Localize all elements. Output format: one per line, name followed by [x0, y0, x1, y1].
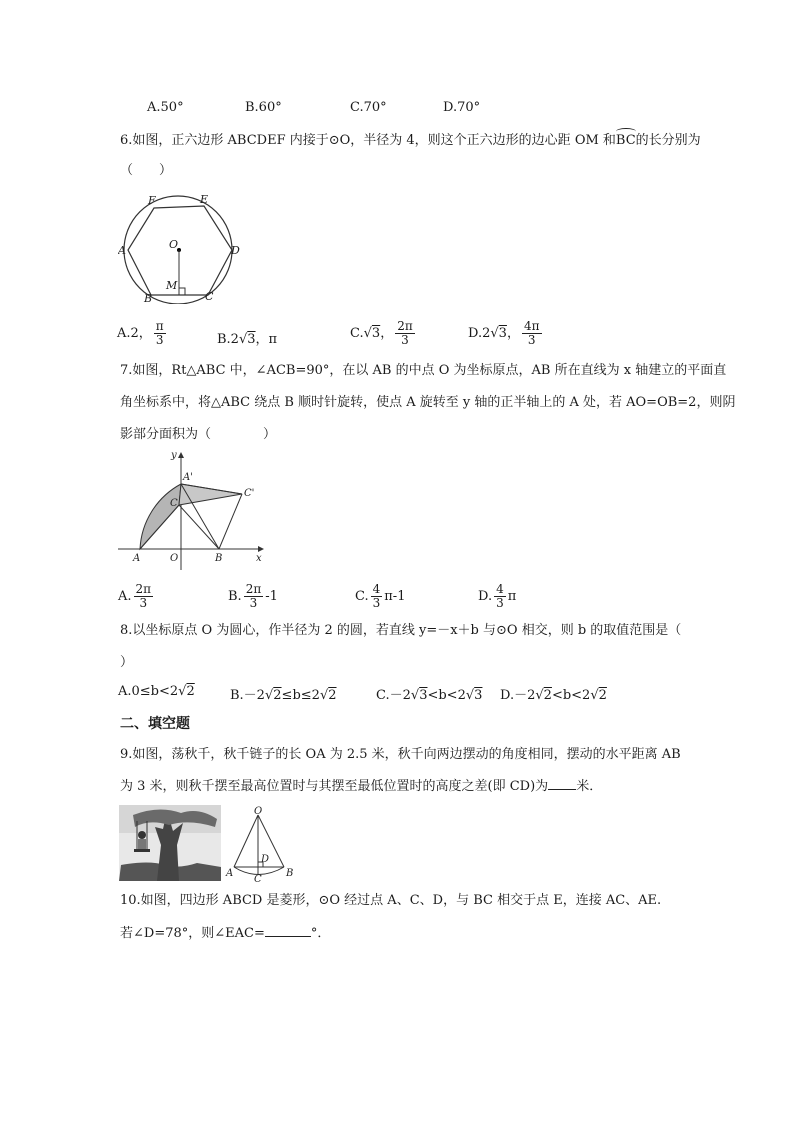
q6-option-c: C.√3， $\frac{2\pi}{3}$: [350, 319, 413, 347]
q5-option-c: C.70°: [350, 100, 387, 115]
label-m: M: [166, 279, 178, 292]
label-o: O: [169, 238, 179, 251]
label-c: C: [254, 874, 262, 882]
q5-option-b: B.60°: [245, 100, 282, 115]
label-c: C: [205, 290, 214, 303]
label-y: y: [171, 450, 177, 461]
q8-option-b: B.－2√2≤b≤2√2: [230, 688, 337, 703]
label-a: A: [118, 244, 126, 257]
q6-option-a: A.2， $\frac{\pi}{3}$: [117, 319, 164, 347]
q7-line-1: 7.如图，Rt△ABC 中，∠ACB=90°，在以 AB 的中点 O 为坐标原点，AB 所在直线为 x 轴建立的平面直: [120, 363, 727, 378]
q8-line-2: ）: [120, 655, 134, 670]
q6-hexagon-figure: [118, 192, 242, 304]
label-o: O: [170, 553, 179, 564]
q10-answer-blank[interactable]: [265, 936, 311, 937]
q6-option-b: B.2√3，π: [217, 332, 278, 347]
q10-line-2: 若∠D=78°，则∠EAC= °．: [120, 926, 331, 941]
q7-line-2: 角坐标系中，将△ABC 绕点 B 顺时针旋转，使点 A 旋转至 y 轴的正半轴上的 A 处，若 AO=OB=2，则阴: [120, 395, 736, 410]
arc-bc: BC: [615, 133, 636, 148]
label-a: A: [226, 868, 234, 879]
label-b: B: [215, 553, 223, 564]
label-a-prime: A': [183, 472, 193, 483]
label-d: D: [261, 854, 270, 865]
q8-line-1: 8.以坐标原点 O 为圆心，作半径为 2 的圆，若直线 y=－x＋b 与⊙O 相交，则 b 的取值范围是（: [120, 623, 682, 638]
label-c-prime: C': [244, 488, 255, 499]
label-d: D: [231, 244, 240, 257]
q9-pendulum-figure: [224, 806, 298, 882]
q6-paren: （ ）: [120, 163, 173, 178]
q9-line-1: 9.如图，荡秋千，秋千链子的长 OA 为 2.5 米，秋千向两边摆动的角度相同，摆动的水平距离 AB: [120, 747, 681, 762]
swing-photo: [119, 805, 221, 881]
q7-option-c: C. $\frac{4}{3}$ π-1: [355, 582, 406, 610]
q6-option-d: D.2√3， $\frac{4\pi}{3}$: [468, 319, 540, 347]
label-b: B: [286, 868, 294, 879]
q5-option-a: A.50°: [147, 100, 184, 115]
label-x: x: [256, 553, 262, 564]
q8-option-c: C.－2√3<b<2√3: [376, 688, 483, 703]
label-e: E: [200, 193, 209, 206]
q5-option-d: D.70°: [443, 100, 481, 115]
section-heading: 二、填空题: [120, 716, 190, 732]
q9-line-2: 为 3 米，则秋千摆至最高位置时与其摆至最低位置时的高度之差(即 CD)为 米．: [120, 779, 603, 794]
q7-option-a: A. $\frac{2\pi}{3}$: [118, 582, 152, 610]
q9-answer-blank[interactable]: [548, 789, 576, 790]
q7-line-3: 影部分面积为（ ）: [120, 427, 277, 442]
label-f: F: [148, 194, 156, 207]
label-c: C: [170, 498, 178, 509]
q8-option-d: D.－2√2<b<2√2: [500, 688, 607, 703]
q8-option-a: A.0≤b<2√2: [118, 684, 195, 699]
q10-line-1: 10.如图，四边形 ABCD 是菱形，⊙O 经过点 A、C、D，与 BC 相交于点 E，连接 AC、AE.: [120, 893, 662, 908]
q7-option-d: D. $\frac{4}{3}$ π: [478, 582, 517, 610]
q6-stem: 6.如图，正六边形 ABCDEF 内接于⊙O，半径为 4，则这个正六边形的边心距 OM 和BC的长分别为: [120, 133, 701, 148]
q7-rotation-figure: [118, 450, 268, 575]
q7-option-b: B. $\frac{2\pi}{3}$ -1: [228, 582, 278, 610]
label-a: A: [133, 553, 141, 564]
label-o: O: [254, 806, 263, 817]
label-b: B: [144, 292, 153, 304]
